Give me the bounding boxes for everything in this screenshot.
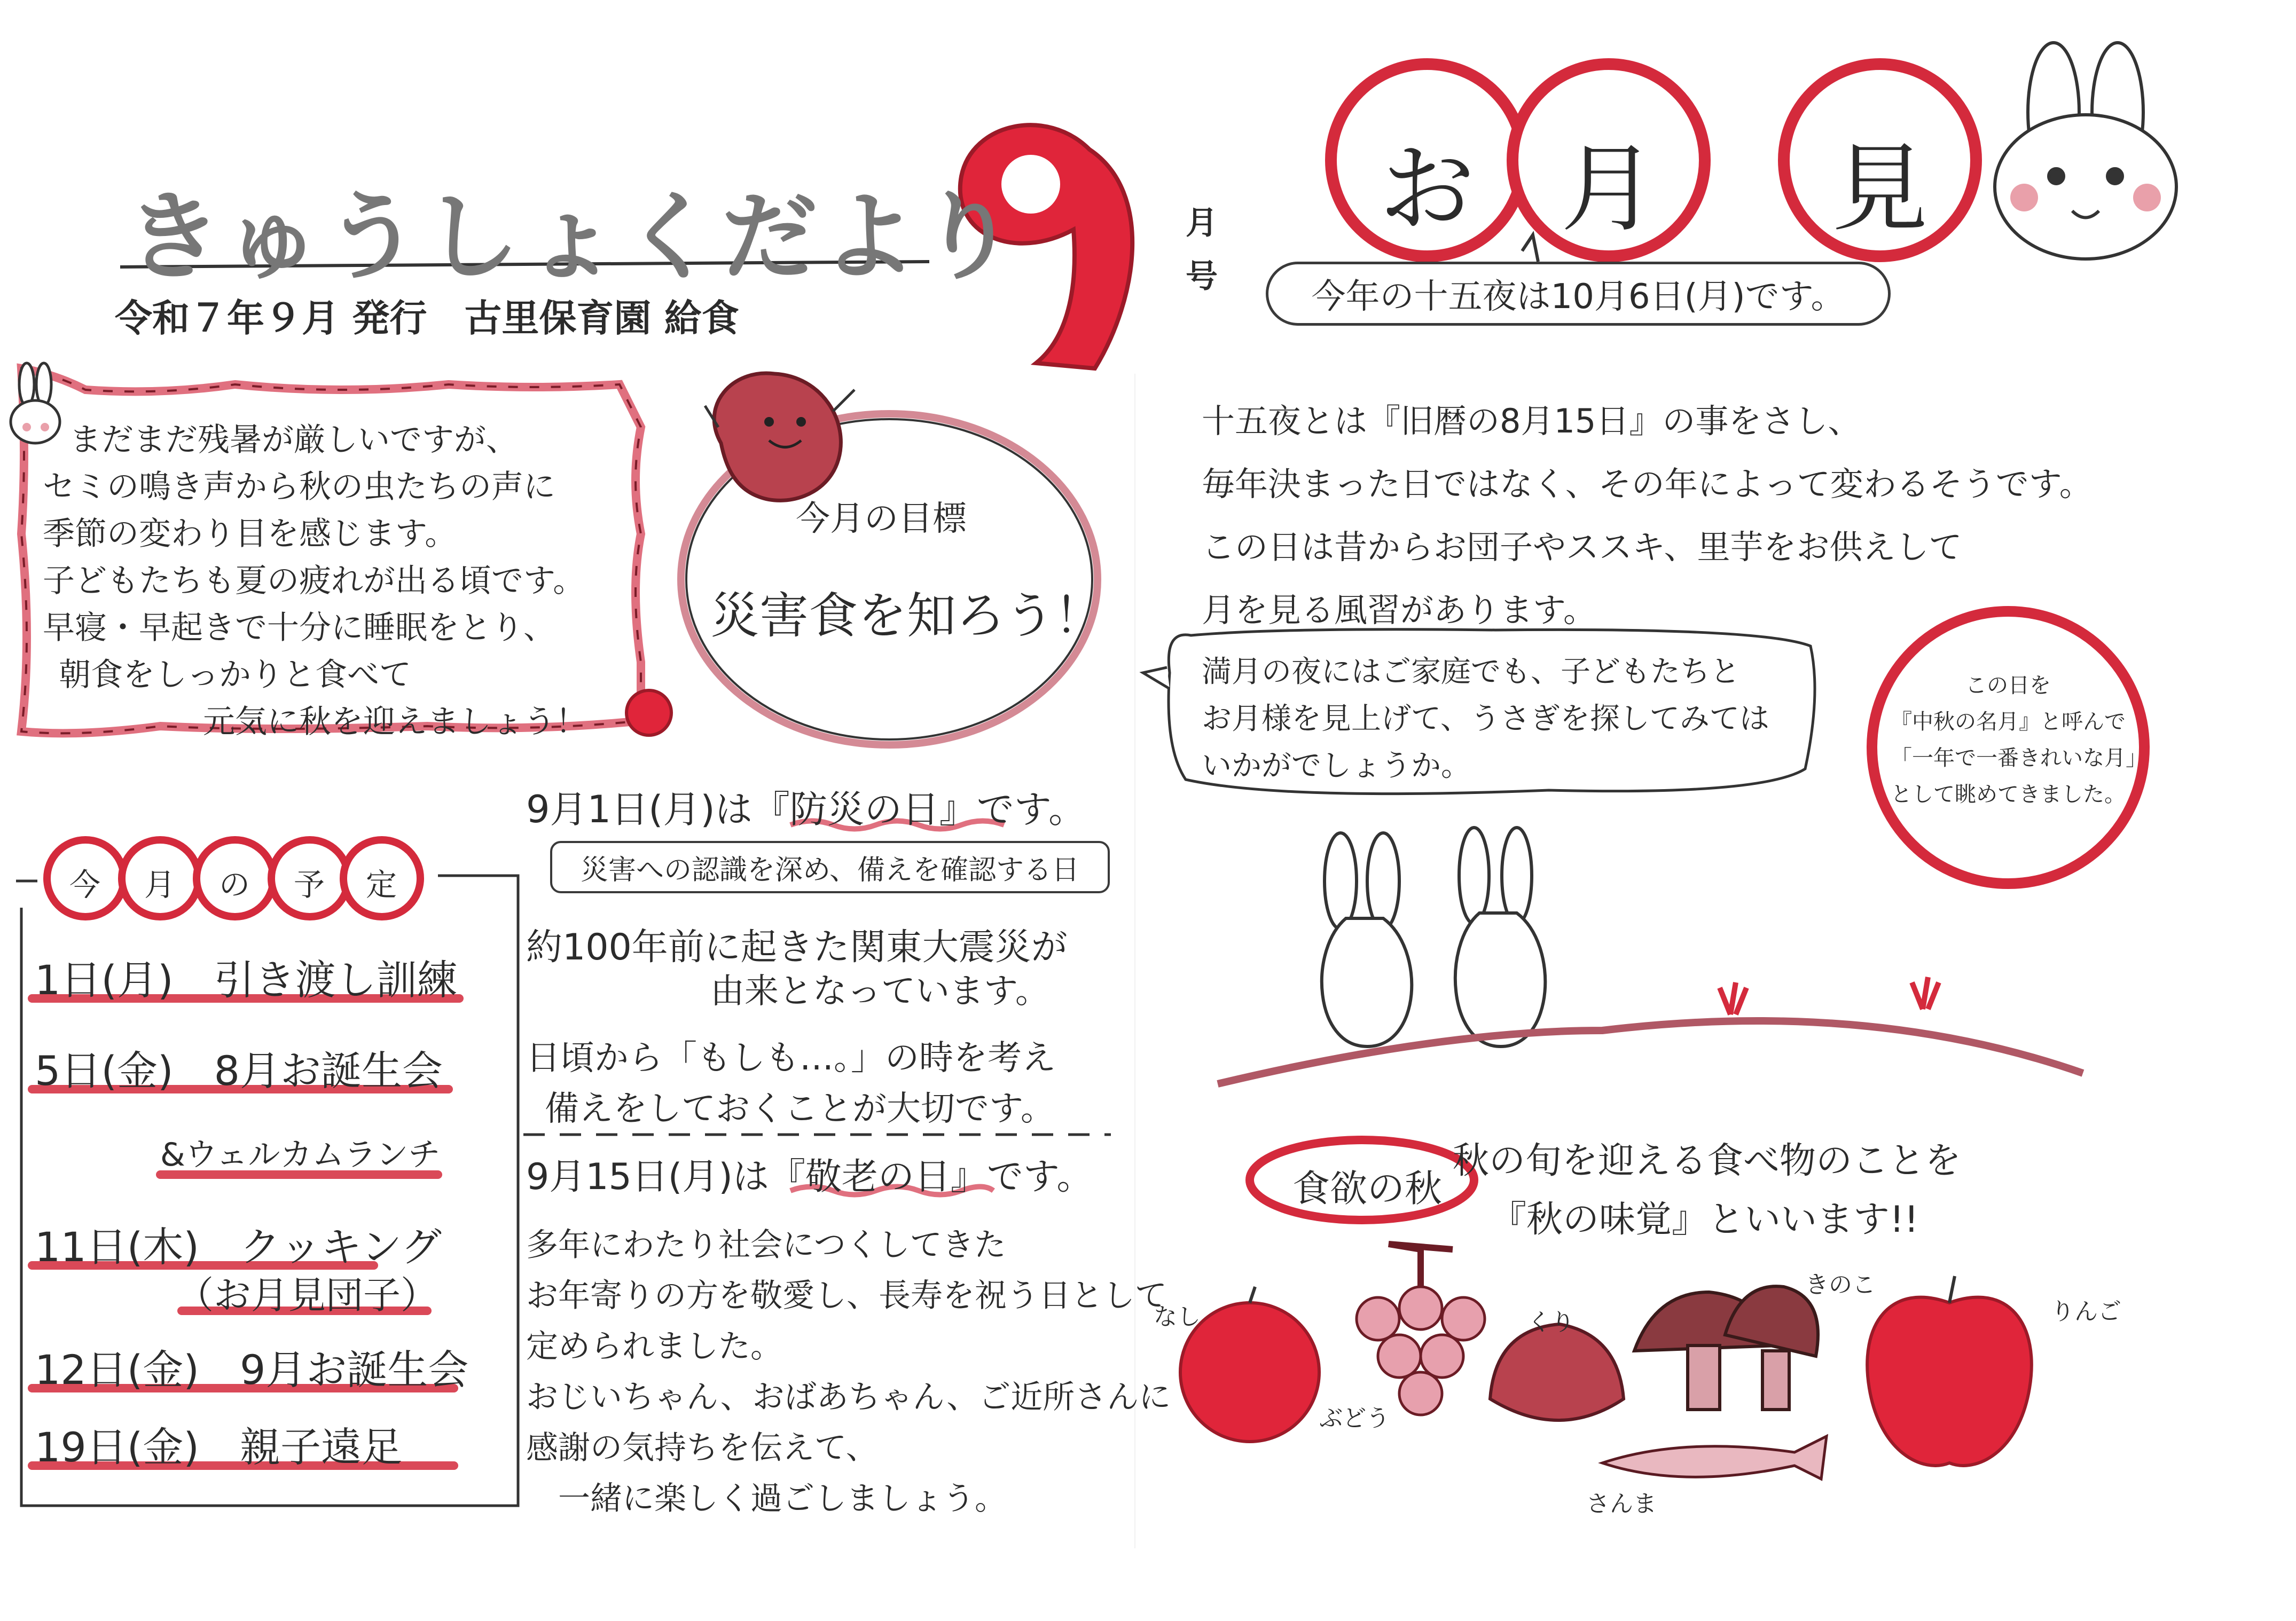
month-suffix-gou: 号 (1186, 258, 1218, 295)
food-label-nashi: なし (1154, 1303, 1201, 1331)
bousai-title: 9月1日(月)は『防災の日』です。 (526, 788, 1086, 831)
food-label-ringo: りんご (2051, 1298, 2121, 1325)
goal-label: 今月の目標 (796, 499, 967, 539)
keirou-line: おじいちゃん、おばあちゃん、ご近所さんに (526, 1379, 1171, 1416)
keirou-text (526, 1220, 1171, 1524)
chuushu-circle-text (1891, 667, 2147, 813)
bousai-line: 由来となっています。 (710, 972, 1049, 1011)
otsukimi-char-o: お (1379, 133, 1476, 245)
schedule-item: &ウェルカムランチ (160, 1136, 441, 1174)
food-illustrations (1180, 1244, 2032, 1479)
schedule-item: 1日(月) 引き渡し訓練 (35, 956, 458, 1004)
bubble-line: お月様を見上げて、うさぎを探してみては (1202, 702, 1769, 736)
shokuyoku-line: 『秋の味覚』といいます!! (1490, 1199, 1919, 1241)
shokuyoku-line: 秋の旬を迎える食べ物のことを (1453, 1140, 1962, 1182)
keirou-line: 一緒に楽しく過ごしましょう。 (558, 1480, 1007, 1517)
greeting-line: 季節の変わり目を感じます。 (43, 515, 457, 553)
keirou-line: 多年にわたり社会につくしてきた (526, 1226, 1006, 1264)
keirou-line: お年寄りの方を敬愛し、長寿を祝う日として (526, 1277, 1167, 1315)
jugoya-date-text: 今年の十五夜は10月6日(月)です。 (1311, 277, 1845, 317)
food-label-kuri: くり (1527, 1309, 1574, 1336)
shokuyoku-badge: 食欲の秋 (1292, 1167, 1442, 1210)
goal-text: 災害食を知ろう！ (710, 587, 1104, 644)
food-label-budou: ぶどう (1319, 1405, 1390, 1432)
schedule-heading-char: 今 (69, 867, 101, 903)
circle-line: として眺めてきました。 (1891, 782, 2126, 807)
schedule-item: 11日(木) クッキング (35, 1223, 442, 1271)
greeting-line: 早寝・早起きで十分に睡眠をとり、 (43, 609, 555, 647)
bousai-subtitle-box (550, 841, 1110, 893)
jugoya-date-pill (1266, 262, 1891, 326)
otsukimi-char-tsuki: 月 (1561, 133, 1657, 245)
jugoya-line: この日は昔からお団子やススキ、里芋をお供えして (1202, 528, 1962, 566)
greeting-line: 元気に秋を迎えましょう！ (203, 703, 587, 741)
month-number (0, 0, 1, 1)
bubble-line: いかがでしょうか。 (1202, 749, 1471, 783)
jugoya-line: 十五夜とは『旧暦の8月15日』の事をさし、 (1202, 402, 1861, 440)
keirou-line: 定められました。 (526, 1328, 782, 1365)
bubble-line: 満月の夜にはご家庭でも、子どもたちと (1202, 655, 1740, 689)
food-label-kinoko: きのこ (1805, 1271, 1876, 1299)
food-label-sanma: さんま (1586, 1490, 1657, 1517)
jugoya-text (1202, 390, 2093, 642)
bousai-line: 日頃から「もしも…。」の時を考え (526, 1038, 1056, 1078)
bousai-subtitle: 災害への認識を深め、備えを確認する日 (581, 854, 1079, 886)
greeting-line: まだまだ残暑が厳しいですが、 (69, 421, 518, 459)
schedule-item: （お月見団子） (176, 1273, 438, 1317)
greeting-line: 朝食をしっかりと食べて (59, 656, 411, 694)
greeting-text (43, 416, 612, 745)
bousai-line: 約100年前に起きた関東大震災が (526, 926, 1068, 969)
jugoya-line: 月を見る風習があります。 (1202, 591, 1597, 629)
circle-line: この日を (1965, 673, 2051, 698)
rabbit-face-icon (1995, 43, 2176, 259)
moon-bubble-text (1202, 649, 1769, 790)
schedule-item: 12日(金) 9月お誕生会 (35, 1346, 469, 1394)
schedule-heading-char: 月 (144, 867, 176, 903)
greeting-line: 子どもたちも夏の疲れが出る頃です。 (43, 562, 585, 600)
newsletter-title: きゅうしょくだより (126, 182, 1020, 293)
otsukimi-char-mi: 見 (1832, 133, 1929, 245)
greeting-line: セミの鳴き声から秋の虫たちの声に (43, 468, 555, 506)
bousai-line: 備えをしておくことが大切です。 (545, 1089, 1055, 1129)
schedule-heading-char: 予 (294, 867, 325, 903)
keirou-line: 感謝の気持ちを伝えて、 (526, 1429, 878, 1467)
schedule-item: 19日(金) 親子遠足 (35, 1423, 403, 1471)
schedule-heading-char: 定 (366, 867, 397, 903)
circle-line: 「一年で一番きれいな月」 (1891, 746, 2147, 770)
circle-line: 『中秋の名月』と呼んで (1891, 710, 2126, 734)
schedule-item: 5日(金) 8月お誕生会 (35, 1047, 443, 1095)
issue-info: 令和７年９月 発行 古里保育園 給食 (115, 296, 739, 340)
keirou-title: 9月15日(月)は『敬老の日』です。 (526, 1156, 1093, 1198)
jugoya-line: 毎年決まった日ではなく、その年によって変わるそうです。 (1202, 465, 2093, 503)
schedule-heading-char: の (219, 867, 250, 903)
month-suffix-tsuki: 月 (1186, 204, 1218, 242)
